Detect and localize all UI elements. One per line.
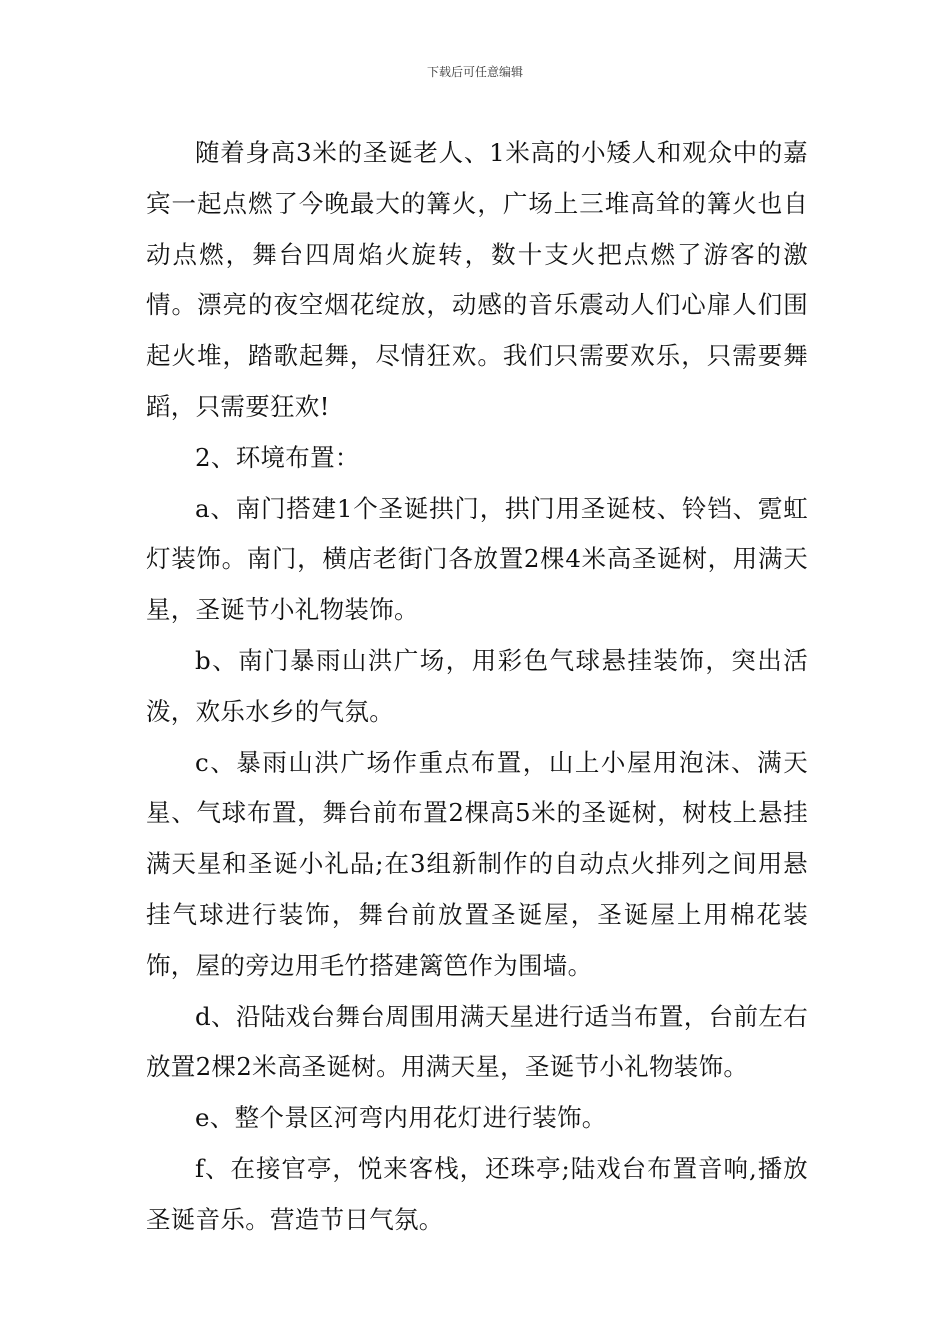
paragraph-item-b: b、南门暴雨山洪广场，用彩色气球悬挂装饰，突出活泼，欢乐水乡的气氛。 — [146, 645, 808, 726]
document-body — [146, 128, 808, 1246]
paragraph-item-d: d、沿陆戏台舞台周围用满天星进行适当布置，台前左右放置2棵2米高圣诞树。用满天星，圣诞节小礼物装饰。 — [146, 1001, 808, 1082]
paragraph-item-c: c、暴雨山洪广场作重点布置，山上小屋用泡沫、满天星、气球布置，舞台前布置2棵高5米的圣诞树，树枝上悬挂满天星和圣诞小礼品;在3组新制作的自动点火排列之间用悬挂气球进行装饰，舞台前放置圣诞屋，圣诞屋上用棉花装饰，屋的旁边用毛竹搭建篱笆作为围墙。 — [146, 747, 808, 980]
paragraph-bonfire-celebration: 随着身高3米的圣诞老人、1米高的小矮人和观众中的嘉宾一起点燃了今晚最大的篝火，广场上三堆高耸的篝火也自动点燃，舞台四周焰火旋转，数十支火把点燃了游客的激情。漂亮的夜空烟花绽放，动感的音乐震动人们心扉人们围起火堆，踏歌起舞，尽情狂欢。我们只需要欢乐，只需要舞蹈，只需要狂欢! — [146, 138, 808, 421]
paragraph-item-e: e、整个景区河弯内用花灯进行装饰。 — [195, 1103, 607, 1133]
paragraph-item-f: f、在接官亭，悦来客栈，还珠亭;陆戏台布置音响,播放圣诞音乐。营造节日气氛。 — [146, 1153, 808, 1234]
page-header: 下载后可任意编辑 — [426, 65, 523, 79]
paragraph-item-a: a、南门搭建1个圣诞拱门，拱门用圣诞枝、铃铛、霓虹灯装饰。南门，横店老街门各放置2棵4米高圣诞树，用满天星，圣诞节小礼物装饰。 — [146, 493, 808, 625]
section-heading-environment: 2、环境布置： — [195, 442, 360, 472]
